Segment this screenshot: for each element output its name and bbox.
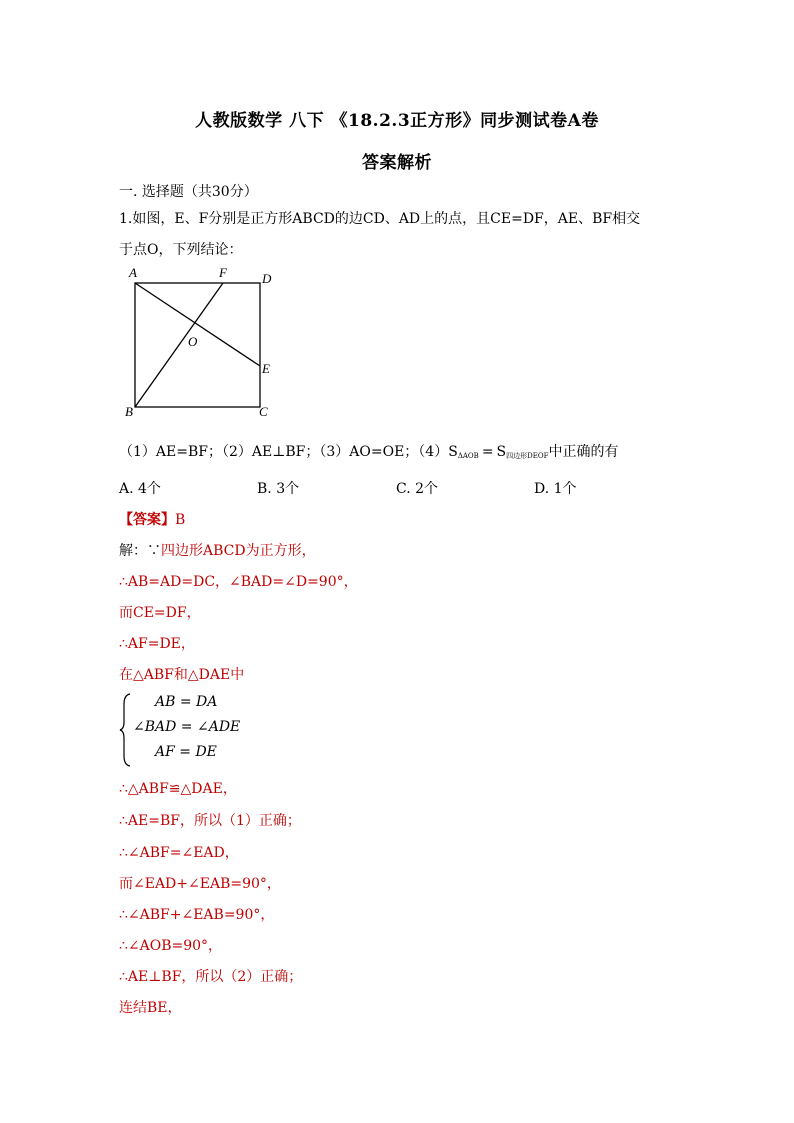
solution-line-3: 而CE=DF， (119, 605, 201, 621)
section-heading: 一. 选择题（共30分） (119, 184, 258, 200)
segment-bf (135, 283, 223, 407)
solution-line-10: ∴∠ABF+∠EAB=90°， (119, 907, 275, 923)
solution-line-6: ∴△ABF≌△DAE， (119, 781, 237, 797)
system-row-3: AF = DE (155, 744, 217, 760)
square-figure (119, 262, 289, 422)
equals-sign: = (481, 444, 494, 460)
left-brace (119, 692, 133, 768)
solution-line-8: ∴∠ABF=∠EAD， (119, 845, 239, 861)
label-a: A (129, 265, 137, 280)
system-row-2: ∠BAD = ∠ADE (133, 719, 241, 735)
solution-line-9: 而∠EAD+∠EAB=90°， (119, 876, 281, 892)
system-row-1: AB = DA (155, 694, 218, 710)
answer-line (119, 509, 185, 529)
option-b: B. 3个 (257, 481, 300, 497)
solution-line-4: ∴AF=DE， (119, 636, 195, 652)
area-deof: $S_{四边形DEOF}$ (496, 444, 549, 460)
question-text-line2: 于点O，下列结论： (119, 242, 243, 258)
statements-suffix: 中正确的有 (548, 444, 619, 460)
segment-ae (135, 283, 260, 366)
label-f: F (219, 265, 227, 280)
label-o: O (188, 334, 198, 349)
solution-line-2: ∴AB=AD=DC，∠BAD=∠D=90°， (119, 574, 358, 590)
answer-tag: 【答案】 (119, 512, 175, 528)
option-c: C. 2个 (396, 481, 439, 497)
label-c: C (259, 404, 268, 419)
solution-line-12: ∴AE⊥BF，所以（2）正确； (119, 969, 303, 985)
label-d: D (262, 271, 272, 286)
option-d: D. 1个 (534, 481, 577, 497)
option-a: A. 4个 (119, 481, 161, 497)
page-title: 人教版数学 八下 《18.2.3正方形》同步测试卷A卷 (195, 111, 599, 131)
statements-prefix: （1）AE=BF；（2）AE⊥BF；（3）AO=OE；（4） (119, 444, 449, 460)
label-e: E (262, 361, 270, 376)
equation-system (119, 692, 279, 768)
solution-line-1: 解：∵四边形ABCD为正方形， (119, 543, 316, 559)
question-text-line1: 1.如图，E、F分别是正方形ABCD的边CD、AD上的点，且CE=DF，AE、BF相交 (119, 211, 641, 227)
solution-line-13: 连结BE， (119, 1000, 182, 1016)
statements-line (119, 441, 618, 461)
square-abcd (135, 283, 260, 407)
answer-value: B (175, 512, 186, 528)
solution-line-5: 在△ABF和△DAE中 (119, 667, 245, 683)
area-aob: $S_{\Delta AOB}$ (448, 444, 479, 460)
solution-line-7: ∴AE=BF，所以（1）正确； (119, 813, 301, 829)
page-subtitle: 答案解析 (362, 153, 432, 173)
label-b: B (125, 404, 133, 419)
solution-line-11: ∴∠AOB=90°， (119, 938, 223, 954)
